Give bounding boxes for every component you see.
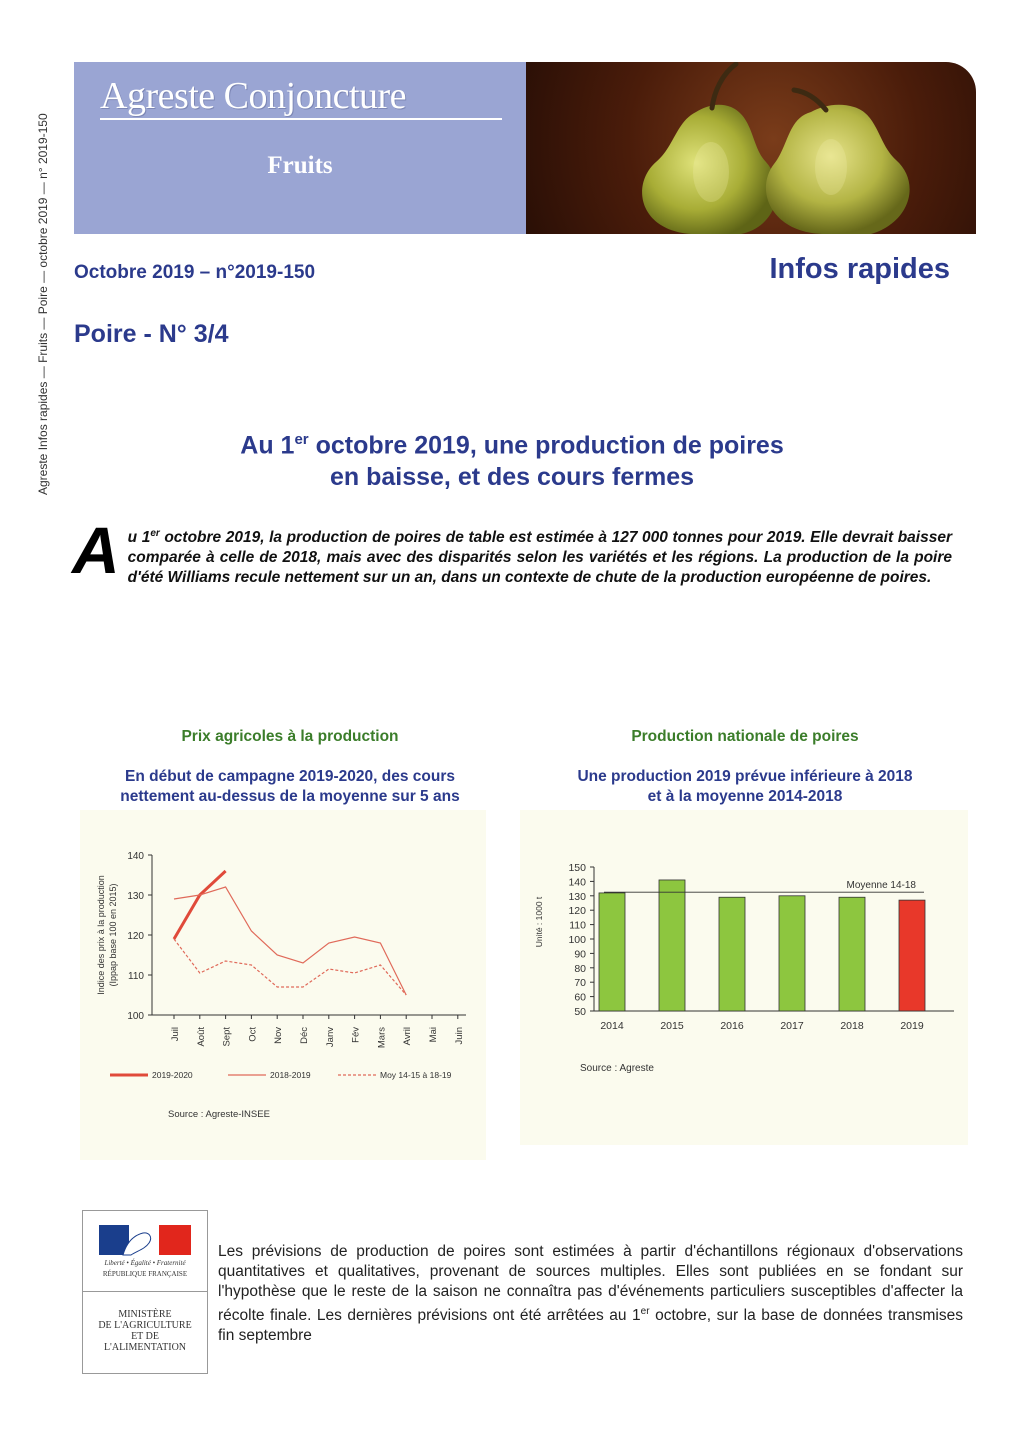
series-line-2019-2020: [174, 871, 226, 939]
y-tick-label: 110: [569, 919, 586, 932]
y-tick-label: 120: [127, 931, 144, 942]
intro-text: u 1: [127, 529, 151, 547]
series-label: Infos rapides: [769, 253, 950, 285]
header-banner: [74, 62, 976, 234]
x-tick-label: Nov: [273, 1027, 285, 1044]
x-tick-label: Août: [195, 1027, 207, 1047]
ministry-line: ET DE: [131, 1331, 159, 1342]
y-tick-label: 80: [574, 962, 586, 975]
x-tick-label: Oct: [247, 1027, 259, 1042]
x-tick-label: 2016: [720, 1020, 744, 1032]
intro-sup: er: [150, 528, 160, 539]
legend-label: Moy 14-15 à 18-19: [380, 1070, 452, 1080]
y-tick-label: 110: [128, 971, 144, 982]
headline-part: Au 1: [240, 431, 295, 460]
bar-2017: [779, 896, 805, 1011]
sidebar-reference: Agreste Infos rapides — Fruits — Poire — octobre 2019 — n° 2019-150: [36, 113, 50, 495]
left-panel-subtitle: [80, 767, 500, 807]
y-tick-label: 140: [127, 851, 144, 862]
x-tick-label: Mars: [376, 1027, 388, 1049]
intro-text: octobre 2019, la production de poires de table est estimée à 127 000 tonnes pour 2019. Elle devrait baisser comparée à celle de 2018, mais avec des disparités selon les variétés et les régions. La production de la poire d'été Williams recule nettement sur un an, dans un contexte de chute de la production européenne de poires.: [127, 529, 952, 587]
pears-illustration: [526, 62, 976, 234]
y-tick-label: 70: [574, 977, 586, 990]
x-tick-label: 2018: [840, 1020, 864, 1032]
price-index-chart: [80, 810, 486, 1160]
legend-label: 2018-2019: [270, 1070, 311, 1080]
y-tick-label: 90: [574, 948, 586, 961]
right-panel-title: Production nationale de poires: [631, 728, 859, 745]
right-subtitle-line: Une production 2019 prévue inférieure à 2018: [577, 768, 913, 785]
marianne-icon: [83, 1211, 207, 1259]
chart-source: Source : Agreste-INSEE: [168, 1109, 270, 1120]
y-axis-label: Unité : 1000 t: [534, 896, 544, 948]
issue-number: Octobre 2019 – n°2019-150: [74, 262, 316, 283]
ministry-line: L'ALIMENTATION: [103, 1342, 187, 1353]
production-chart: [520, 810, 968, 1145]
ministry-line: DE L'AGRICULTURE: [98, 1320, 192, 1331]
page-subtitle: Poire - N° 3/4: [74, 320, 229, 348]
headline-line2: en baisse, et des cours fermes: [329, 463, 695, 492]
right-panel-subtitle: [520, 767, 970, 807]
y-tick-label: 120: [568, 905, 586, 918]
page-title: [74, 424, 950, 493]
ministry-name: [83, 1309, 207, 1353]
y-tick-label: 130: [127, 891, 144, 902]
left-subtitle-line: En début de campagne 2019-2020, des cours: [125, 768, 455, 785]
ministry-motto: Liberté • Égalité • Fraternité: [104, 1259, 186, 1267]
left-subtitle-line: nettement au-dessus de la moyenne sur 5 ans: [120, 788, 460, 805]
y-tick-label: 100: [127, 1011, 144, 1022]
note-text: Les prévisions de production de poires sont estimées à partir d'échantillons régionaux d'observations quantitatives et qualitatives, provenant de sources multiples. Elles sont publiées en se fondant sur l'hypothèse que le reste de la saison ne connaîtra pas d'événements particuliers susceptibles d'affecter la récolte finale. Les dernières prévisions ont été arrêtées au 1: [218, 1243, 963, 1325]
x-tick-label: Sept: [221, 1027, 233, 1047]
x-tick-label: 2015: [660, 1020, 684, 1032]
y-tick-label: 60: [574, 991, 586, 1004]
pears-photo: [526, 62, 976, 234]
right-subtitle-line: et à la moyenne 2014-2018: [647, 788, 843, 805]
chart-source: Source : Agreste: [580, 1063, 654, 1074]
bar-2014: [599, 893, 625, 1011]
bar-2018: [839, 897, 865, 1011]
note-text: octobre, sur la base de données transmises fin septembre: [218, 1307, 963, 1345]
series-line-2018-2019: [174, 887, 406, 995]
legend-label: 2019-2020: [152, 1070, 193, 1080]
average-label: Moyenne 14-18: [846, 880, 916, 892]
ministry-logo: [82, 1210, 208, 1374]
x-tick-label: 2017: [780, 1020, 804, 1032]
ministry-divider: [83, 1291, 207, 1292]
y-axis-label: Indice des prix à la production: [96, 875, 106, 995]
x-tick-label: 2019: [900, 1020, 924, 1032]
x-tick-label: Juil: [170, 1027, 181, 1042]
logo-underline: [100, 118, 502, 120]
price-chart-panel: [80, 810, 486, 1160]
banner-title-area: [74, 62, 526, 234]
ministry-republic: RÉPUBLIQUE FRANÇAISE: [102, 1270, 188, 1278]
methodology-note: [218, 1242, 963, 1346]
y-axis-label: (Ippap base 100 en 2015): [108, 883, 118, 987]
ministry-line: MINISTÈRE: [118, 1309, 172, 1320]
drop-cap: A: [72, 513, 120, 587]
x-tick-label: 2014: [600, 1020, 624, 1032]
headline-part: octobre 2019, une production de poires: [308, 431, 784, 460]
x-tick-label: Janv: [324, 1027, 336, 1048]
y-tick-label: 100: [568, 934, 586, 946]
left-panel-title: Prix agricoles à la production: [181, 728, 399, 745]
note-sup: er: [640, 1306, 650, 1317]
y-tick-label: 140: [568, 876, 586, 889]
bar-2016: [719, 897, 745, 1011]
y-tick-label: 130: [568, 890, 586, 903]
x-tick-label: Mai: [428, 1027, 439, 1043]
x-tick-label: Déc: [299, 1027, 310, 1044]
x-tick-label: Fév: [350, 1027, 362, 1043]
x-tick-label: Avril: [402, 1027, 414, 1046]
agreste-logo: Agreste Conjoncture: [100, 75, 407, 117]
bar-2015: [659, 880, 685, 1011]
y-tick-label: 150: [568, 862, 586, 874]
bar-2019: [899, 900, 925, 1011]
y-tick-label: 50: [574, 1006, 586, 1018]
headline-sup: er: [294, 431, 309, 448]
x-tick-label: Juin: [453, 1027, 465, 1045]
banner-section: Fruits: [267, 152, 333, 179]
production-chart-panel: [520, 810, 968, 1145]
intro-paragraph: [72, 513, 952, 588]
series-line-moy-14-15-à-18-19: [174, 939, 406, 995]
